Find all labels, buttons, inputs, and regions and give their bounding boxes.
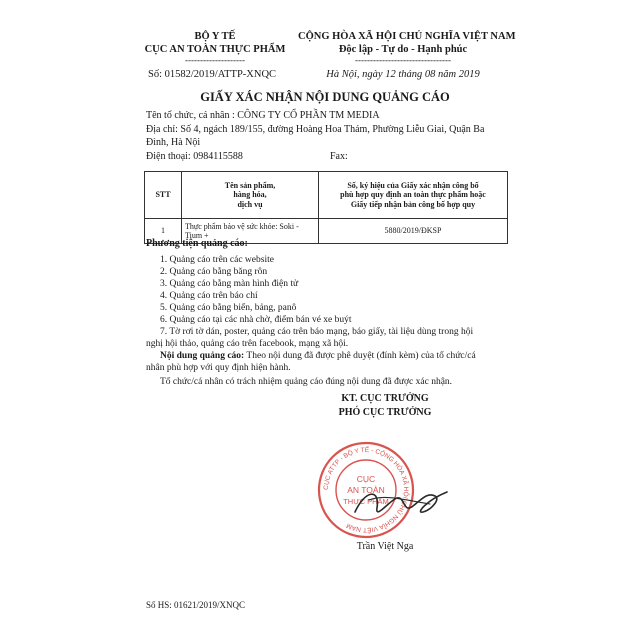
content-line2: nhân phù hợp với quy định hiện hành. — [146, 363, 291, 373]
stamp-text-line2: AN TOÀN — [347, 485, 385, 495]
cert-header-line3: Giấy tiếp nhận bản công bố hợp quy — [350, 199, 476, 209]
national-motto: Độc lập - Tự do - Hạnh phúc — [338, 44, 468, 55]
org-address-line1: Địa chỉ: Số 4, ngách 189/155, đường Hoàng Hoa Thám, Phường Liễu Giai, Quận Ba — [146, 124, 485, 135]
signer-role-2: PHÓ CỤC TRƯỞNG — [338, 407, 432, 418]
org-fax: Fax: — [330, 151, 348, 162]
stamp-text-line1: CỤC — [356, 474, 376, 484]
country-name: CỘNG HÒA XÃ HỘI CHỦ NGHĨA VIỆT NAM — [298, 31, 516, 42]
content-text: Theo nội dung đã được phê duyệt (đính kèm) của tổ chức/cá — [244, 351, 476, 361]
agency-name: CỤC AN TOÀN THỰC PHẨM — [144, 44, 286, 55]
content-line1 — [160, 350, 476, 362]
issue-date: Hà Nội, ngày 12 tháng 08 năm 2019 — [326, 69, 480, 80]
media-item: 4. Quảng cáo trên báo chí — [160, 291, 258, 301]
col-header-product — [182, 172, 319, 219]
left-separator: -------------------- — [185, 55, 245, 65]
product-header-line1: Tên sản phẩm, — [224, 180, 276, 190]
cell-stt: 1 — [145, 219, 182, 244]
product-table — [144, 171, 508, 244]
media-item-7-line2: nghị hội thảo, quảng cáo trên facebook, mạng xã hội. — [146, 339, 349, 349]
media-heading: Phương tiện quảng cáo: — [146, 238, 248, 249]
stamp-ring-text: CỤC ATTP - BỘ Y TẾ - CỘNG HÒA XÃ HỘI CHỦ NGHĨA VIỆT NAM — [322, 446, 410, 534]
media-item: 5. Quảng cáo bằng biển, bảng, panô — [160, 303, 297, 313]
media-item: 6. Quảng cáo tại các nhà chờ, điểm bán vé xe buýt — [160, 315, 352, 325]
content-label: Nội dung quảng cáo: — [160, 351, 245, 361]
media-item-7-line1: 7. Tờ rơi tờ dán, poster, quảng cáo trên báo mạng, báo giấy, tài liệu dùng trong hội — [160, 327, 474, 337]
org-name: Tên tổ chức, cá nhân : CÔNG TY CỔ PHẦN TM MEDIA — [146, 110, 380, 121]
right-separator: -------------------------------- — [355, 55, 451, 65]
handwritten-signature — [335, 470, 455, 530]
org-phone: Điện thoại: 0984115588 — [146, 151, 243, 162]
file-number: Số HS: 01621/2019/XNQC — [146, 600, 246, 610]
ministry-name: BỘ Y TẾ — [194, 31, 236, 42]
media-item: 3. Quảng cáo bằng màn hình điện tử — [160, 279, 299, 289]
signer-role-1: KT. CỤC TRƯỞNG — [341, 393, 429, 404]
cert-header-line2: phù hợp quy định an toàn thực phẩm hoặc — [340, 190, 486, 200]
cell-cert: 5880/2019/ĐKSP — [319, 219, 508, 244]
document-number: Số: 01582/2019/ATTP-XNQC — [148, 69, 277, 80]
product-header-line3: dịch vụ — [237, 199, 263, 209]
cert-header-line1: Số, ký hiệu của Giấy xác nhận công bố — [347, 180, 479, 190]
stamp-text-line3: THỰC PHẨM — [343, 497, 389, 506]
responsibility-note: Tổ chức/cá nhân có trách nhiệm quảng cáo đúng nội dung đã được xác nhận. — [160, 377, 453, 387]
product-header-line2: hàng hóa, — [233, 190, 267, 200]
table-header-row — [145, 172, 508, 219]
signer-name: Trần Việt Nga — [356, 541, 414, 552]
document-title: GIẤY XÁC NHẬN NỘI DUNG QUẢNG CÁO — [200, 90, 450, 104]
col-header-stt: STT — [145, 172, 182, 219]
cell-product: Thực phẩm bảo vệ sức khỏe: Soki - Tium + — [182, 219, 319, 244]
col-header-cert — [319, 172, 508, 219]
org-address-line2: Đình, Hà Nội — [146, 137, 201, 148]
media-item: 2. Quảng cáo bằng băng rôn — [160, 267, 268, 277]
media-item: 1. Quảng cáo trên các website — [160, 255, 274, 265]
